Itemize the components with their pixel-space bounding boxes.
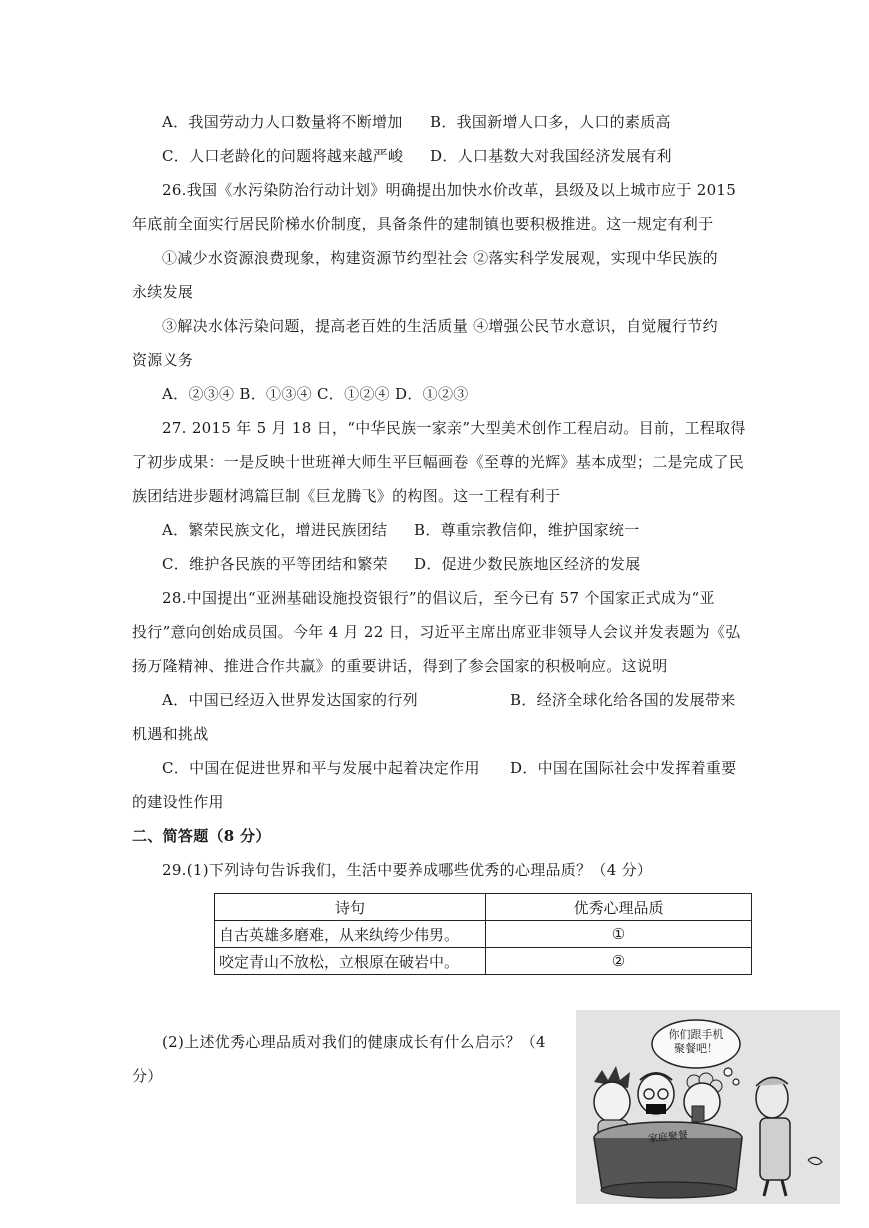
q26-item1-line2: 永续发展: [132, 283, 194, 301]
table-sign: 家庭聚餐: [647, 1129, 689, 1146]
q28-stem-line1: 28.中国提出“亚洲基础设施投资银行”的倡议后，至今已有 57 个国家正式成为“亚: [162, 589, 715, 607]
q28-option-d-line2: 的建设性作用: [132, 793, 224, 811]
q28-stem-line3: 扬万隆精神、推进合作共赢》的重要讲话，得到了参会国家的积极响应。这说明: [132, 657, 668, 675]
q28-option-b-line1: B．经济全球化给各国的发展带来: [510, 691, 736, 709]
q27-option-d: D．促进少数民族地区经济的发展: [414, 555, 641, 573]
q27-option-c: C．维护各民族的平等团结和繁荣: [162, 555, 388, 573]
table-row: [215, 921, 752, 948]
q27-stem-line2: 了初步成果：一是反映十世班禅大师生平巨幅画卷《至尊的光辉》基本成型；二是完成了民: [132, 453, 745, 471]
q28-option-d-line1: D．中国在国际社会中发挥着重要: [510, 759, 737, 777]
q29-part1: 29.(1)下列诗句告诉我们，生活中要养成哪些优秀的心理品质？（4 分）: [162, 861, 653, 879]
q27-stem-line1: 27. 2015 年 5 月 18 日，“中华民族一家亲”大型美术创作工程启动。目前，工程取得: [162, 419, 746, 437]
speech-line2: 聚餐吧！: [674, 1042, 718, 1055]
q26-item3-line2: 资源义务: [132, 351, 194, 369]
table-cell-poem: 自古英雄多磨难，从来纨绔少伟男。: [215, 921, 486, 948]
table-header-poem: 诗句: [215, 894, 486, 921]
table-cell-poem: 咬定青山不放松，立根原在破岩中。: [215, 948, 486, 975]
table-header-row: [215, 894, 752, 921]
q28-option-b-line2: 机遇和挑战: [132, 725, 209, 743]
q28-stem-line2: 投行”意向创始成员国。今年 4 月 22 日，习近平主席出席亚非领导人会议并发表题为《弘: [132, 623, 741, 641]
q25-option-b: B．我国新增人口多，人口的素质高: [430, 113, 671, 131]
q25-option-c: C．人口老龄化的问题将越来越严峻: [162, 147, 404, 165]
q27-option-a: A．繁荣民族文化，增进民族团结: [162, 521, 388, 539]
q29-part2-line1: (2)上述优秀心理品质对我们的健康成长有什么启示？（4: [162, 1033, 546, 1051]
table-row: [215, 948, 752, 975]
q29-part2-line2: 分）: [132, 1067, 163, 1085]
table-cell-quality: ①: [486, 921, 752, 948]
section-heading: 二、简答题（8 分）: [132, 827, 271, 845]
family-dinner-cartoon: [576, 1010, 840, 1204]
poem-quality-table: [214, 893, 752, 975]
speech-line1: 你们跟手机: [668, 1028, 724, 1041]
table-header-quality: 优秀心理品质: [486, 894, 752, 921]
table-cell-quality: ②: [486, 948, 752, 975]
q26-stem-line1: 26.我国《水污染防治行动计划》明确提出加快水价改革，县级及以上城市应于 2015: [162, 181, 737, 199]
q27-stem-line3: 族团结进步题材鸿篇巨制《巨龙腾飞》的构图。这一工程有利于: [132, 487, 561, 505]
speech-bubble-text: [660, 1028, 732, 1056]
q26-item3-line1: ③解决水体污染问题，提高老百姓的生活质量 ④增强公民节水意识，自觉履行节约: [162, 317, 718, 335]
q26-options: A．②③④ B．①③④ C．①②④ D．①②③: [162, 385, 469, 403]
q26-item1-line1: ①减少水资源浪费现象，构建资源节约型社会 ②落实科学发展观，实现中华民族的: [162, 249, 718, 267]
q25-option-a: A．我国劳动力人口数量将不断增加: [162, 113, 403, 131]
q26-stem-line2: 年底前全面实行居民阶梯水价制度，具备条件的建制镇也要积极推进。这一规定有利于: [132, 215, 714, 233]
q28-option-c: C．中国在促进世界和平与发展中起着决定作用: [162, 759, 480, 777]
q25-option-d: D．人口基数大对我国经济发展有利: [430, 147, 672, 165]
q27-option-b: B．尊重宗教信仰，维护国家统一: [414, 521, 640, 539]
q28-option-a: A．中国已经迈入世界发达国家的行列: [162, 691, 418, 709]
